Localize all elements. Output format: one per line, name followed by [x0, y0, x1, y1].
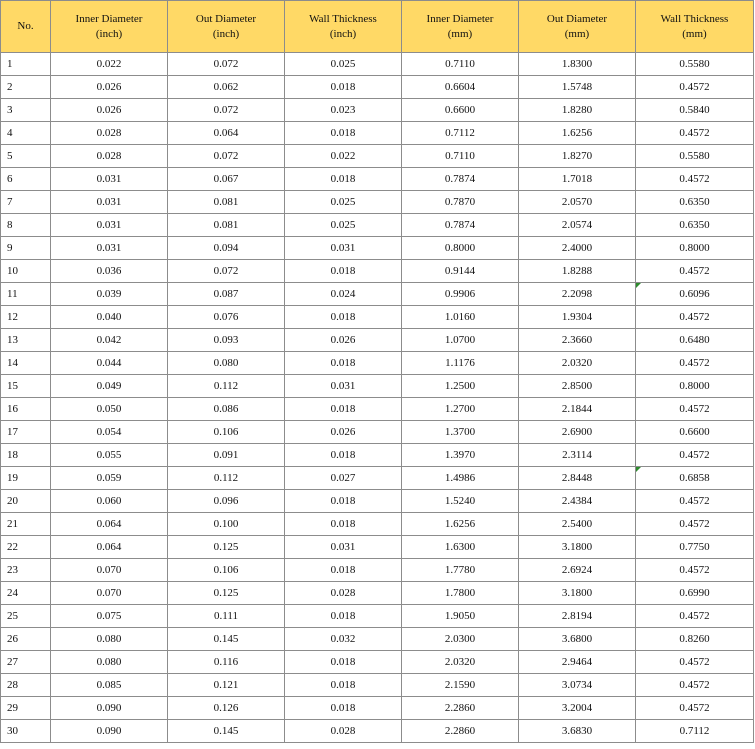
- cell-inner-diameter-mm: 1.2700: [402, 398, 519, 421]
- cell-row-number: 15: [1, 375, 51, 398]
- cell-wall-thickness-mm: 0.5840: [636, 99, 754, 122]
- cell-out-diameter-inch: 0.081: [168, 191, 285, 214]
- cell-out-diameter-mm: 2.5400: [519, 513, 636, 536]
- cell-wall-thickness-mm: 0.4572: [636, 513, 754, 536]
- cell-wall-thickness-mm: 0.4572: [636, 260, 754, 283]
- cell-out-diameter-mm: 2.0570: [519, 191, 636, 214]
- cell-inner-diameter-mm: 0.9906: [402, 283, 519, 306]
- cell-inner-diameter-inch: 0.060: [51, 490, 168, 513]
- header-unit: (inch): [329, 27, 357, 40]
- table-row: [1, 306, 754, 329]
- cell-row-number: 19: [1, 467, 51, 490]
- cell-out-diameter-mm: 1.6256: [519, 122, 636, 145]
- header-unit: (mm): [682, 27, 707, 40]
- cell-inner-diameter-inch: 0.090: [51, 720, 168, 743]
- cell-inner-diameter-inch: 0.026: [51, 99, 168, 122]
- cell-row-number: 4: [1, 122, 51, 145]
- cell-row-number: 1: [1, 53, 51, 76]
- cell-inner-diameter-mm: 1.6300: [402, 536, 519, 559]
- cell-inner-diameter-inch: 0.028: [51, 145, 168, 168]
- table-row: [1, 99, 754, 122]
- cell-inner-diameter-mm: 0.7874: [402, 214, 519, 237]
- cell-out-diameter-mm: 2.9464: [519, 651, 636, 674]
- cell-wall-thickness-mm: 0.4572: [636, 559, 754, 582]
- cell-wall-thickness-inch: 0.028: [285, 720, 402, 743]
- header-out-diameter-inch: [168, 1, 285, 53]
- cell-row-number: 21: [1, 513, 51, 536]
- cell-wall-thickness-inch: 0.018: [285, 168, 402, 191]
- cell-inner-diameter-inch: 0.031: [51, 168, 168, 191]
- cell-wall-thickness-inch: 0.018: [285, 444, 402, 467]
- cell-out-diameter-inch: 0.112: [168, 467, 285, 490]
- cell-wall-thickness-inch: 0.026: [285, 329, 402, 352]
- cell-wall-thickness-inch: 0.018: [285, 605, 402, 628]
- cell-out-diameter-inch: 0.111: [168, 605, 285, 628]
- cell-inner-diameter-mm: 2.1590: [402, 674, 519, 697]
- table-row: [1, 559, 754, 582]
- table-row: [1, 283, 754, 306]
- header-unit: (mm): [564, 27, 590, 40]
- cell-wall-thickness-mm: 0.7112: [636, 720, 754, 743]
- cell-inner-diameter-mm: 1.2500: [402, 375, 519, 398]
- cell-out-diameter-inch: 0.091: [168, 444, 285, 467]
- cell-wall-thickness-mm: 0.8000: [636, 237, 754, 260]
- cell-inner-diameter-inch: 0.044: [51, 352, 168, 375]
- header-number-label: No.: [17, 20, 34, 32]
- cell-wall-thickness-inch: 0.031: [285, 375, 402, 398]
- cell-wall-thickness-mm: 0.6990: [636, 582, 754, 605]
- cell-wall-thickness-mm: 0.6600: [636, 421, 754, 444]
- cell-row-number: 2: [1, 76, 51, 99]
- header-inner-diameter-mm: [402, 1, 519, 53]
- cell-out-diameter-mm: 3.1800: [519, 536, 636, 559]
- cell-wall-thickness-mm: 0.8260: [636, 628, 754, 651]
- cell-inner-diameter-inch: 0.028: [51, 122, 168, 145]
- cell-inner-diameter-mm: 1.3700: [402, 421, 519, 444]
- cell-wall-thickness-inch: 0.018: [285, 260, 402, 283]
- table-row: [1, 375, 754, 398]
- table-row: [1, 582, 754, 605]
- cell-wall-thickness-inch: 0.018: [285, 490, 402, 513]
- header-number: [1, 1, 51, 53]
- header-label: Wall Thickness: [309, 12, 377, 25]
- header-label: Inner Diameter: [75, 12, 143, 25]
- cell-out-diameter-inch: 0.116: [168, 651, 285, 674]
- cell-out-diameter-inch: 0.100: [168, 513, 285, 536]
- table-row: [1, 214, 754, 237]
- cell-inner-diameter-inch: 0.059: [51, 467, 168, 490]
- cell-wall-thickness-mm: 0.4572: [636, 697, 754, 720]
- cell-out-diameter-mm: 2.8448: [519, 467, 636, 490]
- table-header: [1, 1, 754, 53]
- cell-out-diameter-mm: 1.9304: [519, 306, 636, 329]
- cell-out-diameter-inch: 0.106: [168, 559, 285, 582]
- table-row: [1, 628, 754, 651]
- cell-inner-diameter-inch: 0.031: [51, 237, 168, 260]
- cell-row-number: 27: [1, 651, 51, 674]
- cell-inner-diameter-inch: 0.064: [51, 513, 168, 536]
- cell-inner-diameter-mm: 1.5240: [402, 490, 519, 513]
- cell-out-diameter-inch: 0.076: [168, 306, 285, 329]
- cell-row-number: 22: [1, 536, 51, 559]
- table-row: [1, 329, 754, 352]
- cell-wall-thickness-mm: 0.6350: [636, 214, 754, 237]
- cell-out-diameter-inch: 0.125: [168, 536, 285, 559]
- cell-row-number: 13: [1, 329, 51, 352]
- cell-wall-thickness-mm: 0.5580: [636, 53, 754, 76]
- cell-wall-thickness-inch: 0.018: [285, 697, 402, 720]
- table-row: [1, 674, 754, 697]
- cell-out-diameter-inch: 0.067: [168, 168, 285, 191]
- cell-wall-thickness-mm: 0.4572: [636, 674, 754, 697]
- cell-inner-diameter-mm: 1.6256: [402, 513, 519, 536]
- cell-out-diameter-mm: 1.8270: [519, 145, 636, 168]
- cell-wall-thickness-mm: 0.4572: [636, 605, 754, 628]
- cell-out-diameter-inch: 0.062: [168, 76, 285, 99]
- cell-inner-diameter-mm: 0.7870: [402, 191, 519, 214]
- cell-wall-thickness-inch: 0.028: [285, 582, 402, 605]
- cell-wall-thickness-mm: 0.4572: [636, 444, 754, 467]
- cell-out-diameter-mm: 2.3114: [519, 444, 636, 467]
- cell-wall-thickness-mm: 0.4572: [636, 352, 754, 375]
- cell-row-number: 12: [1, 306, 51, 329]
- cell-wall-thickness-inch: 0.022: [285, 145, 402, 168]
- cell-wall-thickness-mm: 0.6480: [636, 329, 754, 352]
- cell-out-diameter-mm: 2.8500: [519, 375, 636, 398]
- cell-inner-diameter-mm: 2.0300: [402, 628, 519, 651]
- cell-out-diameter-inch: 0.145: [168, 720, 285, 743]
- cell-wall-thickness-mm: 0.4572: [636, 306, 754, 329]
- cell-wall-thickness-mm: 0.7750: [636, 536, 754, 559]
- cell-inner-diameter-inch: 0.026: [51, 76, 168, 99]
- cell-value: 0.6096: [679, 288, 710, 300]
- cell-row-number: 24: [1, 582, 51, 605]
- cell-inner-diameter-inch: 0.090: [51, 697, 168, 720]
- cell-inner-diameter-inch: 0.080: [51, 651, 168, 674]
- cell-out-diameter-mm: 3.6800: [519, 628, 636, 651]
- cell-out-diameter-mm: 3.6830: [519, 720, 636, 743]
- header-unit: (mm): [447, 27, 473, 40]
- cell-row-number: 28: [1, 674, 51, 697]
- cell-out-diameter-mm: 1.8288: [519, 260, 636, 283]
- cell-inner-diameter-mm: 2.2860: [402, 720, 519, 743]
- cell-out-diameter-mm: 2.3660: [519, 329, 636, 352]
- cell-wall-thickness-inch: 0.024: [285, 283, 402, 306]
- cell-wall-thickness-inch: 0.018: [285, 674, 402, 697]
- header-label: Out Diameter: [195, 12, 257, 25]
- cell-out-diameter-inch: 0.072: [168, 260, 285, 283]
- cell-inner-diameter-inch: 0.031: [51, 214, 168, 237]
- cell-row-number: 30: [1, 720, 51, 743]
- cell-inner-diameter-inch: 0.042: [51, 329, 168, 352]
- cell-out-diameter-mm: 3.1800: [519, 582, 636, 605]
- cell-wall-thickness-mm: 0.8000: [636, 375, 754, 398]
- cell-wall-thickness-inch: 0.018: [285, 306, 402, 329]
- cell-wall-thickness-inch: 0.031: [285, 536, 402, 559]
- cell-wall-thickness-inch: 0.032: [285, 628, 402, 651]
- table-row: [1, 697, 754, 720]
- cell-inner-diameter-inch: 0.055: [51, 444, 168, 467]
- comment-marker-icon: [636, 467, 641, 472]
- cell-inner-diameter-inch: 0.039: [51, 283, 168, 306]
- cell-inner-diameter-inch: 0.036: [51, 260, 168, 283]
- cell-wall-thickness-mm: 0.6350: [636, 191, 754, 214]
- marked-cell-wrap: [636, 283, 753, 305]
- table-row: [1, 398, 754, 421]
- cell-out-diameter-inch: 0.093: [168, 329, 285, 352]
- cell-wall-thickness-mm: [636, 467, 754, 490]
- cell-inner-diameter-mm: 0.7874: [402, 168, 519, 191]
- cell-out-diameter-inch: 0.072: [168, 99, 285, 122]
- cell-out-diameter-mm: 2.1844: [519, 398, 636, 421]
- cell-wall-thickness-mm: 0.4572: [636, 490, 754, 513]
- cell-out-diameter-inch: 0.072: [168, 145, 285, 168]
- cell-out-diameter-inch: 0.126: [168, 697, 285, 720]
- cell-out-diameter-mm: 3.2004: [519, 697, 636, 720]
- cell-row-number: 16: [1, 398, 51, 421]
- cell-inner-diameter-mm: 0.8000: [402, 237, 519, 260]
- cell-out-diameter-mm: 1.5748: [519, 76, 636, 99]
- table-row: [1, 536, 754, 559]
- comment-marker-icon: [636, 283, 641, 288]
- cell-row-number: 14: [1, 352, 51, 375]
- cell-row-number: 9: [1, 237, 51, 260]
- cell-out-diameter-inch: 0.064: [168, 122, 285, 145]
- cell-wall-thickness-mm: [636, 283, 754, 306]
- cell-row-number: 5: [1, 145, 51, 168]
- cell-inner-diameter-inch: 0.080: [51, 628, 168, 651]
- marked-cell-wrap: [636, 467, 753, 489]
- cell-inner-diameter-inch: 0.085: [51, 674, 168, 697]
- cell-out-diameter-mm: 1.8280: [519, 99, 636, 122]
- table-row: [1, 260, 754, 283]
- cell-wall-thickness-inch: 0.018: [285, 559, 402, 582]
- table-row: [1, 421, 754, 444]
- header-label: Inner Diameter: [426, 12, 494, 25]
- table-row: [1, 122, 754, 145]
- cell-row-number: 18: [1, 444, 51, 467]
- table-row: [1, 76, 754, 99]
- cell-out-diameter-inch: 0.112: [168, 375, 285, 398]
- cell-inner-diameter-inch: 0.049: [51, 375, 168, 398]
- cell-wall-thickness-inch: 0.018: [285, 76, 402, 99]
- cell-out-diameter-mm: 2.6900: [519, 421, 636, 444]
- cell-out-diameter-inch: 0.096: [168, 490, 285, 513]
- cell-out-diameter-mm: 1.7018: [519, 168, 636, 191]
- cell-inner-diameter-mm: 2.2860: [402, 697, 519, 720]
- cell-wall-thickness-inch: 0.031: [285, 237, 402, 260]
- cell-out-diameter-mm: 2.0574: [519, 214, 636, 237]
- cell-wall-thickness-inch: 0.026: [285, 421, 402, 444]
- cell-row-number: 23: [1, 559, 51, 582]
- cell-wall-thickness-mm: 0.4572: [636, 398, 754, 421]
- cell-inner-diameter-mm: 1.0160: [402, 306, 519, 329]
- cell-out-diameter-mm: 2.4000: [519, 237, 636, 260]
- cell-inner-diameter-mm: 1.9050: [402, 605, 519, 628]
- cell-wall-thickness-mm: 0.4572: [636, 651, 754, 674]
- cell-inner-diameter-mm: 0.9144: [402, 260, 519, 283]
- cell-wall-thickness-inch: 0.018: [285, 513, 402, 536]
- cell-row-number: 8: [1, 214, 51, 237]
- cell-row-number: 6: [1, 168, 51, 191]
- cell-wall-thickness-mm: 0.5580: [636, 145, 754, 168]
- cell-row-number: 25: [1, 605, 51, 628]
- cell-inner-diameter-inch: 0.022: [51, 53, 168, 76]
- cell-wall-thickness-mm: 0.4572: [636, 168, 754, 191]
- cell-out-diameter-inch: 0.125: [168, 582, 285, 605]
- cell-out-diameter-inch: 0.080: [168, 352, 285, 375]
- cell-wall-thickness-inch: 0.025: [285, 53, 402, 76]
- table-row: [1, 352, 754, 375]
- table-row: [1, 168, 754, 191]
- table-row: [1, 191, 754, 214]
- header-row: [1, 1, 754, 53]
- cell-out-diameter-mm: 3.0734: [519, 674, 636, 697]
- cell-out-diameter-inch: 0.145: [168, 628, 285, 651]
- cell-wall-thickness-mm: 0.4572: [636, 76, 754, 99]
- cell-row-number: 17: [1, 421, 51, 444]
- cell-out-diameter-mm: 2.6924: [519, 559, 636, 582]
- table-row: [1, 53, 754, 76]
- table-row: [1, 237, 754, 260]
- cell-row-number: 7: [1, 191, 51, 214]
- cell-out-diameter-mm: 2.4384: [519, 490, 636, 513]
- header-wall-thickness-mm: [636, 1, 754, 53]
- cell-wall-thickness-inch: 0.025: [285, 214, 402, 237]
- cell-wall-thickness-inch: 0.018: [285, 122, 402, 145]
- cell-inner-diameter-mm: 1.0700: [402, 329, 519, 352]
- cell-inner-diameter-inch: 0.070: [51, 582, 168, 605]
- cell-inner-diameter-mm: 2.0320: [402, 651, 519, 674]
- cell-inner-diameter-mm: 1.7780: [402, 559, 519, 582]
- cell-value: 0.6858: [679, 472, 710, 484]
- cell-row-number: 3: [1, 99, 51, 122]
- header-wall-thickness-inch: [285, 1, 402, 53]
- cell-out-diameter-inch: 0.086: [168, 398, 285, 421]
- table-row: [1, 513, 754, 536]
- cell-row-number: 10: [1, 260, 51, 283]
- cell-wall-thickness-inch: 0.018: [285, 352, 402, 375]
- cell-wall-thickness-inch: 0.023: [285, 99, 402, 122]
- cell-out-diameter-inch: 0.087: [168, 283, 285, 306]
- cell-inner-diameter-inch: 0.040: [51, 306, 168, 329]
- cell-wall-thickness-inch: 0.018: [285, 651, 402, 674]
- cell-inner-diameter-inch: 0.064: [51, 536, 168, 559]
- cell-out-diameter-mm: 2.2098: [519, 283, 636, 306]
- cell-out-diameter-inch: 0.072: [168, 53, 285, 76]
- header-label: Out Diameter: [546, 12, 608, 25]
- cell-inner-diameter-inch: 0.070: [51, 559, 168, 582]
- cell-inner-diameter-mm: 0.7112: [402, 122, 519, 145]
- table-body: [1, 53, 754, 743]
- cell-inner-diameter-mm: 0.6604: [402, 76, 519, 99]
- table-row: [1, 720, 754, 743]
- table-row: [1, 145, 754, 168]
- header-out-diameter-mm: [519, 1, 636, 53]
- cell-out-diameter-mm: 1.8300: [519, 53, 636, 76]
- cell-wall-thickness-inch: 0.027: [285, 467, 402, 490]
- table-row: [1, 444, 754, 467]
- cell-inner-diameter-inch: 0.054: [51, 421, 168, 444]
- table-row: [1, 651, 754, 674]
- cell-out-diameter-inch: 0.081: [168, 214, 285, 237]
- cell-inner-diameter-mm: 1.1176: [402, 352, 519, 375]
- header-unit: (inch): [95, 27, 123, 40]
- table-row: [1, 490, 754, 513]
- cell-wall-thickness-inch: 0.025: [285, 191, 402, 214]
- cell-inner-diameter-mm: 0.6600: [402, 99, 519, 122]
- cell-row-number: 11: [1, 283, 51, 306]
- cell-inner-diameter-mm: 0.7110: [402, 53, 519, 76]
- cell-inner-diameter-mm: 0.7110: [402, 145, 519, 168]
- cell-inner-diameter-mm: 1.7800: [402, 582, 519, 605]
- header-unit: (inch): [212, 27, 240, 40]
- cell-out-diameter-mm: 2.8194: [519, 605, 636, 628]
- cell-inner-diameter-inch: 0.031: [51, 191, 168, 214]
- table-row: [1, 467, 754, 490]
- cell-inner-diameter-inch: 0.075: [51, 605, 168, 628]
- cell-row-number: 26: [1, 628, 51, 651]
- cell-out-diameter-inch: 0.121: [168, 674, 285, 697]
- cell-out-diameter-inch: 0.094: [168, 237, 285, 260]
- cell-out-diameter-mm: 2.0320: [519, 352, 636, 375]
- header-inner-diameter-inch: [51, 1, 168, 53]
- cell-inner-diameter-mm: 1.3970: [402, 444, 519, 467]
- cell-inner-diameter-inch: 0.050: [51, 398, 168, 421]
- cell-row-number: 29: [1, 697, 51, 720]
- cell-row-number: 20: [1, 490, 51, 513]
- cell-out-diameter-inch: 0.106: [168, 421, 285, 444]
- cell-inner-diameter-mm: 1.4986: [402, 467, 519, 490]
- cell-wall-thickness-inch: 0.018: [285, 398, 402, 421]
- cell-wall-thickness-mm: 0.4572: [636, 122, 754, 145]
- header-label: Wall Thickness: [660, 12, 729, 25]
- table-row: [1, 605, 754, 628]
